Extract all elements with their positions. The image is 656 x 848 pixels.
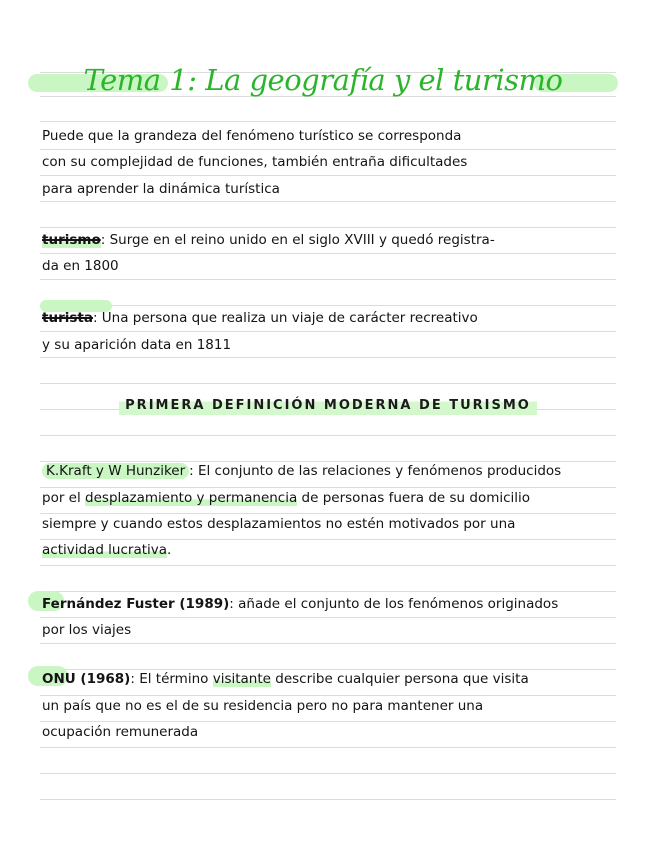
- rule-line: [40, 721, 616, 722]
- rule-line: [40, 435, 616, 436]
- kraft-text-end: .: [167, 542, 172, 558]
- rule-line: [40, 799, 616, 800]
- section-heading-text: PRIMERA DEFINICIÓN MODERNA DE TURISMO: [119, 396, 537, 415]
- turista-definition: : Una persona que realiza un viaje de carácter recreativo: [92, 310, 478, 326]
- rule-line: [40, 227, 616, 228]
- rule-line: [40, 383, 616, 384]
- onu-line-1: [42, 670, 529, 688]
- fernandez-definition: : añade el conjunto de los fenómenos originados: [229, 596, 559, 612]
- rule-line: [40, 773, 616, 774]
- rule-line: [40, 149, 616, 150]
- kraft-text-a: por el: [42, 490, 86, 506]
- onu-author: ONU (1968): [42, 671, 131, 687]
- kraft-line-1: [42, 462, 561, 480]
- fernandez-line-1: [42, 595, 558, 613]
- turista-line-1: [42, 309, 478, 327]
- rule-line: [40, 331, 616, 332]
- rule-line: [40, 279, 616, 280]
- rule-line: [40, 487, 616, 488]
- turismo-term: turismo: [42, 232, 101, 248]
- intro-line-1: Puede que la grandeza del fenómeno turístico se corresponda: [42, 128, 462, 144]
- intro-line-3: para aprender la dinámica turística: [42, 181, 280, 197]
- rule-line: [40, 643, 616, 644]
- onu-text-a: : El término: [130, 671, 213, 687]
- turismo-definition: : Surge en el reino unido en el siglo XVIII y quedó registra-: [100, 232, 495, 248]
- rule-line: [40, 513, 616, 514]
- fernandez-line-2: por los viajes: [42, 622, 132, 638]
- kraft-line-3: siempre y cuando estos desplazamientos no estén motivados por una: [42, 516, 516, 532]
- kraft-author: K.Kraft y W Hunziker: [42, 463, 189, 479]
- rule-line: [40, 747, 616, 748]
- rule-line: [40, 121, 616, 122]
- onu-line-2: un país que no es el de su residencia pero no para mantener una: [42, 698, 484, 714]
- rule-line: [40, 695, 616, 696]
- intro-line-2: con su complejidad de funciones, también entraña dificultades: [42, 154, 468, 170]
- kraft-highlight-lucrativa: actividad lucrativa: [42, 542, 168, 558]
- kraft-line-4: [42, 541, 171, 559]
- kraft-line-2: [42, 489, 530, 507]
- title-block: [28, 60, 618, 104]
- rule-line: [40, 305, 616, 306]
- onu-text-b: describe cualquier persona que visita: [270, 671, 529, 687]
- page-title: Tema 1: La geografía y el turismo: [83, 63, 563, 97]
- section-heading: [0, 398, 656, 413]
- rule-line: [40, 175, 616, 176]
- kraft-definition-1: : El conjunto de las relaciones y fenómenos producidos: [189, 463, 562, 479]
- kraft-highlight-desplazamiento: desplazamiento y permanencia: [85, 490, 298, 506]
- rule-line: [40, 565, 616, 566]
- onu-highlight-visitante: visitante: [212, 671, 271, 687]
- rule-line: [40, 591, 616, 592]
- kraft-text-b: de personas fuera de su domicilio: [297, 490, 531, 506]
- rule-line: [40, 201, 616, 202]
- rule-line: [40, 253, 616, 254]
- turismo-line-1: [42, 231, 495, 249]
- onu-line-3: ocupación remunerada: [42, 724, 199, 740]
- rule-line: [40, 617, 616, 618]
- turista-line-2: y su aparición data en 1811: [42, 337, 232, 353]
- fernandez-author: Fernández Fuster (1989): [42, 596, 230, 612]
- turismo-line-2: da en 1800: [42, 258, 119, 274]
- rule-line: [40, 539, 616, 540]
- rule-line: [40, 357, 616, 358]
- turista-term: turista: [42, 310, 93, 326]
